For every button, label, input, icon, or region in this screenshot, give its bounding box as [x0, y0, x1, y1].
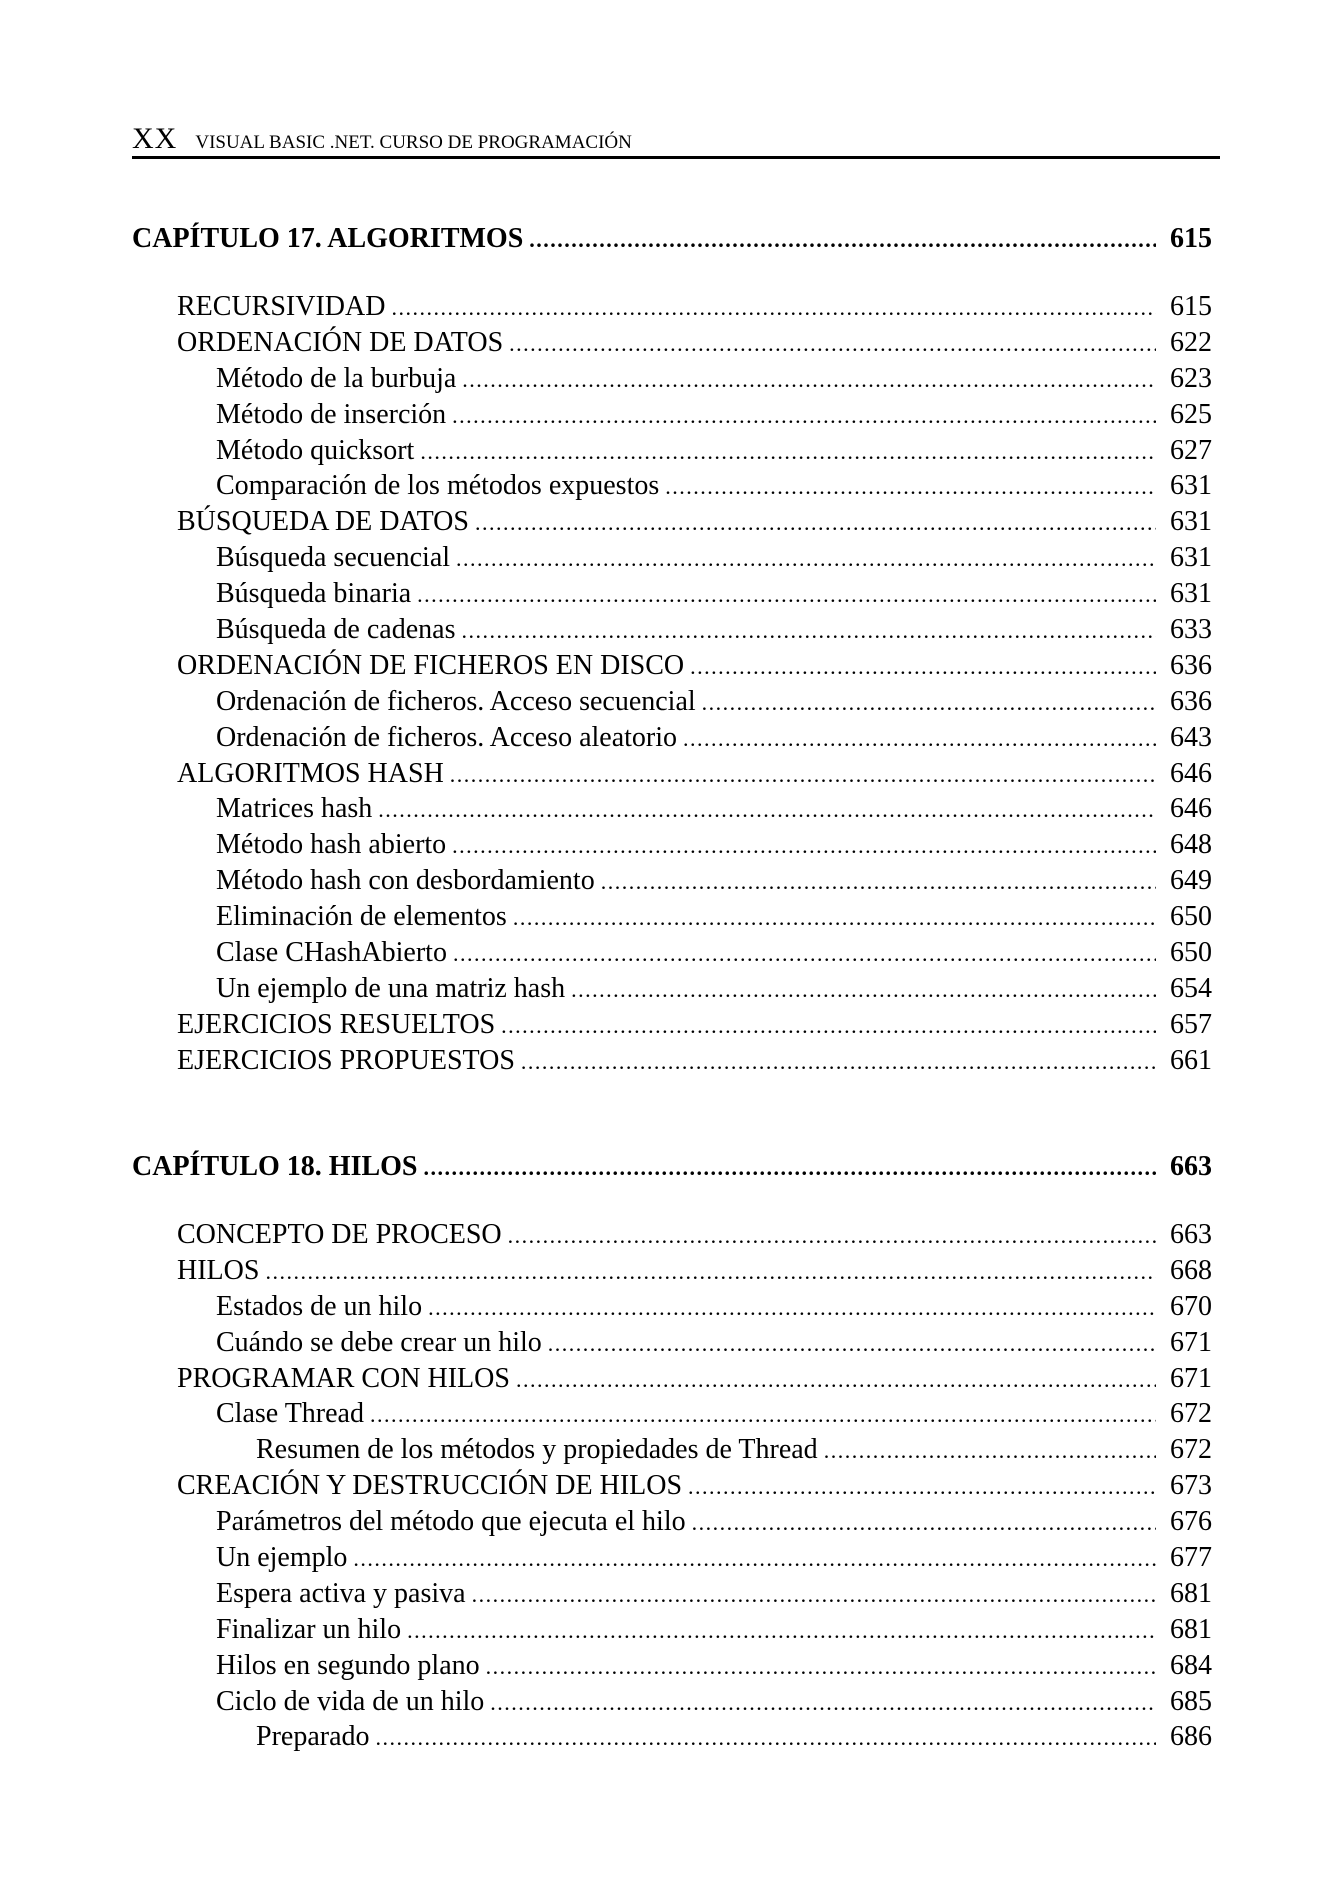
dot-leader: [692, 1506, 1156, 1538]
toc-page-number: 631: [1170, 506, 1212, 538]
dot-leader: [490, 1686, 1156, 1718]
toc-entry: [132, 506, 1212, 542]
toc-page-number: 646: [1170, 757, 1212, 789]
dot-leader: [472, 1578, 1156, 1610]
dot-leader: [453, 937, 1156, 969]
dot-leader: [571, 973, 1156, 1005]
toc-page-number: 671: [1170, 1362, 1212, 1394]
dot-leader: [456, 542, 1156, 574]
toc-entry-title: Ciclo de vida de un hilo: [216, 1685, 485, 1717]
toc-page-number: 650: [1170, 901, 1212, 933]
chapter-heading: [132, 223, 1212, 267]
dot-leader: [601, 865, 1156, 897]
dot-leader: [683, 722, 1156, 754]
dot-leader: [391, 291, 1156, 323]
toc-entry: [132, 793, 1212, 829]
toc-entry: [132, 758, 1212, 794]
toc-entry-title: Clase CHashAbierto: [216, 937, 447, 969]
toc-entry: [132, 399, 1212, 435]
dot-leader: [475, 506, 1156, 538]
toc-page-number: 663: [1170, 1219, 1212, 1250]
toc-entry: [132, 435, 1212, 471]
toc-entry: [132, 1291, 1212, 1327]
dot-leader: [424, 1151, 1157, 1183]
dot-leader: [508, 1219, 1156, 1251]
toc-entry: [132, 327, 1212, 363]
toc-entry-title: RECURSIVIDAD: [177, 291, 386, 322]
dot-leader: [376, 1721, 1156, 1753]
toc-entry: [132, 1506, 1212, 1542]
toc-entry: [132, 686, 1212, 722]
toc-page-number: 654: [1170, 972, 1212, 1004]
dot-leader: [461, 614, 1156, 646]
toc-entry-title: Método quicksort: [216, 434, 415, 466]
toc-entry: [132, 1578, 1212, 1614]
dot-leader: [548, 1327, 1156, 1359]
toc-entry: [132, 1255, 1212, 1291]
toc-entry: [132, 1009, 1212, 1045]
header-rule: [132, 156, 1220, 159]
toc-entry-title: ALGORITMOS HASH: [177, 757, 444, 789]
toc-page-number: 623: [1170, 362, 1212, 394]
toc-entry-title: Método hash con desbordamiento: [216, 865, 595, 897]
toc-entry-title: Cuándo se debe crear un hilo: [216, 1326, 542, 1358]
toc-entry: [132, 1434, 1212, 1470]
toc-entry-title: Búsqueda de cadenas: [216, 614, 456, 646]
toc-entry: [132, 614, 1212, 650]
toc-page-number: 643: [1170, 721, 1212, 753]
toc-page-number: 684: [1170, 1649, 1212, 1681]
toc-entry-title: CAPÍTULO 18. HILOS: [132, 1151, 418, 1182]
toc-page-number: 685: [1170, 1685, 1212, 1717]
toc-entry: [132, 937, 1212, 973]
toc-entry-title: ORDENACIÓN DE DATOS: [177, 326, 504, 358]
toc-page-number: 631: [1170, 470, 1212, 502]
toc-entry: [132, 1398, 1212, 1434]
dot-leader: [417, 578, 1156, 610]
dot-leader: [513, 901, 1156, 933]
toc-entry: [132, 650, 1212, 686]
toc-entry-title: ORDENACIÓN DE FICHEROS EN DISCO: [177, 649, 685, 681]
toc-entry-title: HILOS: [177, 1254, 260, 1286]
toc-entry-title: Método hash abierto: [216, 829, 447, 861]
dot-leader: [509, 327, 1156, 359]
toc-entry: [132, 722, 1212, 758]
dot-leader: [688, 1470, 1156, 1502]
toc-entry-title: Preparado: [256, 1721, 370, 1753]
book-title: VISUAL BASIC .NET. CURSO DE PROGRAMACIÓN: [195, 132, 632, 153]
dot-leader: [265, 1255, 1156, 1287]
toc-page-number: 631: [1170, 578, 1212, 610]
toc-entry-title: Búsqueda secuencial: [216, 542, 451, 574]
toc-entry: [132, 829, 1212, 865]
toc-entry-title: Un ejemplo de una matriz hash: [216, 972, 566, 1004]
dot-leader: [378, 793, 1156, 825]
toc-page-number: 671: [1170, 1326, 1212, 1358]
toc-page-number: 615: [1170, 223, 1212, 254]
chapter-heading: [132, 1151, 1212, 1195]
toc-entry-title: Estados de un hilo: [216, 1290, 423, 1322]
toc-entry-title: CAPÍTULO 17. ALGORITMOS: [132, 223, 524, 254]
toc-entry: [132, 1614, 1212, 1650]
toc-page-number: 670: [1170, 1290, 1212, 1322]
running-header: [132, 122, 1220, 156]
toc-entry-title: EJERCICIOS PROPUESTOS: [177, 1044, 515, 1076]
toc-page-number: 672: [1170, 1398, 1212, 1430]
toc-chapter-18: [132, 1151, 1212, 1757]
dot-leader: [665, 470, 1156, 502]
toc-page-number: 676: [1170, 1506, 1212, 1538]
toc-entry: [132, 1650, 1212, 1686]
toc-page-number: 663: [1170, 1151, 1212, 1182]
toc-entry: [132, 291, 1212, 327]
toc-page-number: 661: [1170, 1044, 1212, 1076]
dot-leader: [824, 1434, 1156, 1466]
dot-leader: [450, 758, 1156, 790]
toc-chapter-17: [132, 223, 1212, 1081]
dot-leader: [521, 1045, 1156, 1077]
toc-entry-title: Búsqueda binaria: [216, 578, 412, 610]
toc-entry: [132, 1045, 1212, 1081]
dot-leader: [529, 223, 1156, 255]
toc-entry-title: Ordenación de ficheros. Acceso aleatorio: [216, 721, 678, 753]
toc-entry: [132, 1542, 1212, 1578]
toc-page-number: 636: [1170, 649, 1212, 681]
toc-page-number: 657: [1170, 1008, 1212, 1040]
toc-page-number: 631: [1170, 542, 1212, 574]
toc-page-number: 677: [1170, 1542, 1212, 1574]
toc-entry: [132, 1219, 1212, 1255]
toc-page-number: 686: [1170, 1721, 1212, 1753]
dot-leader: [407, 1614, 1156, 1646]
toc-entry: [132, 470, 1212, 506]
toc-entry: [132, 1327, 1212, 1363]
dot-leader: [428, 1291, 1156, 1323]
toc-entry: [132, 1686, 1212, 1722]
toc-page-number: 681: [1170, 1613, 1212, 1645]
toc-entry: [132, 865, 1212, 901]
toc-entry-title: PROGRAMAR CON HILOS: [177, 1362, 510, 1394]
toc-entry: [132, 1721, 1212, 1757]
dot-leader: [501, 1009, 1156, 1041]
toc-page-number: 672: [1170, 1434, 1212, 1466]
toc-page-number: 625: [1170, 398, 1212, 430]
toc-entry-title: Método de la burbuja: [216, 362, 457, 394]
toc-entry-title: Clase Thread: [216, 1398, 364, 1430]
toc-entry-title: Ordenación de ficheros. Acceso secuencial: [216, 685, 696, 717]
toc-entry: [132, 363, 1212, 399]
toc-entry-title: Comparación de los métodos expuestos: [216, 470, 660, 502]
dot-leader: [462, 363, 1156, 395]
toc-page-number: 650: [1170, 937, 1212, 969]
dot-leader: [420, 435, 1156, 467]
dot-leader: [516, 1363, 1156, 1395]
toc-entry-title: Hilos en segundo plano: [216, 1649, 480, 1681]
dot-leader: [353, 1542, 1156, 1574]
toc-entry-title: EJERCICIOS RESUELTOS: [177, 1008, 496, 1040]
dot-leader: [690, 650, 1156, 682]
dot-leader: [452, 829, 1156, 861]
toc-page-number: 673: [1170, 1470, 1212, 1502]
toc-entry-title: CREACIÓN Y DESTRUCCIÓN DE HILOS: [177, 1470, 683, 1502]
toc-entry: [132, 901, 1212, 937]
toc-entry-title: BÚSQUEDA DE DATOS: [177, 506, 469, 538]
toc-page-number: 636: [1170, 685, 1212, 717]
toc-entry: [132, 973, 1212, 1009]
toc-page-number: 627: [1170, 434, 1212, 466]
toc-entry-title: Finalizar un hilo: [216, 1613, 402, 1645]
dot-leader: [452, 399, 1156, 431]
toc-page-number: 615: [1170, 291, 1212, 322]
toc-page-number: 648: [1170, 829, 1212, 861]
toc-entry-title: Parámetros del método que ejecuta el hilo: [216, 1506, 686, 1538]
toc-entry: [132, 578, 1212, 614]
page-number-roman: XX: [132, 122, 178, 155]
toc-page-number: 622: [1170, 326, 1212, 358]
toc-entry: [132, 1363, 1212, 1399]
toc-entry: [132, 1470, 1212, 1506]
toc-entry-title: Un ejemplo: [216, 1542, 348, 1574]
toc-entry-title: Resumen de los métodos y propiedades de Thread: [256, 1434, 818, 1466]
toc-page-number: 668: [1170, 1254, 1212, 1286]
toc-entry: [132, 542, 1212, 578]
dot-leader: [370, 1398, 1156, 1430]
toc-page-number: 681: [1170, 1577, 1212, 1609]
dot-leader: [702, 686, 1156, 718]
toc-entry-title: CONCEPTO DE PROCESO: [177, 1219, 502, 1250]
toc-page-number: 649: [1170, 865, 1212, 897]
toc-entry-title: Método de inserción: [216, 398, 447, 430]
toc-page-number: 633: [1170, 614, 1212, 646]
toc-entry-title: Eliminación de elementos: [216, 901, 507, 933]
toc-entry-title: Matrices hash: [216, 793, 373, 825]
toc-entry-title: Espera activa y pasiva: [216, 1577, 466, 1609]
dot-leader: [486, 1650, 1156, 1682]
toc-page-number: 646: [1170, 793, 1212, 825]
